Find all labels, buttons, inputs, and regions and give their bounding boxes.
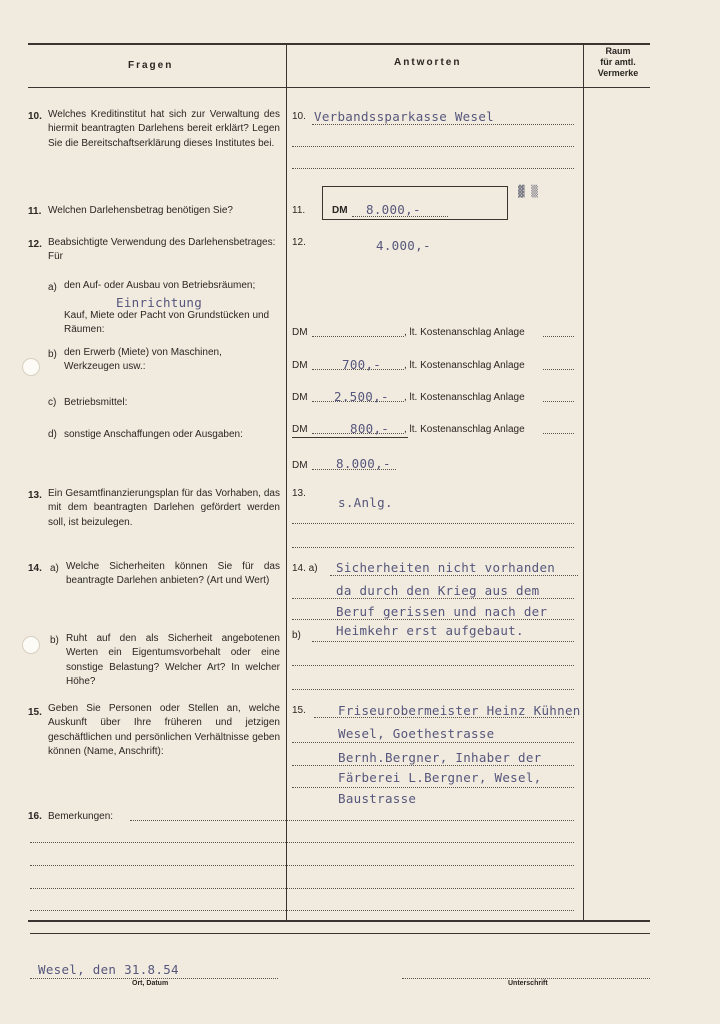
q15-answer-line-5[interactable]: Baustrasse: [338, 791, 417, 806]
q12c-text: Betriebsmittel:: [64, 397, 128, 408]
q10-number: 10.: [28, 111, 42, 122]
q12-answer-number: 12.: [292, 237, 306, 248]
q12-number: 12.: [28, 239, 42, 250]
header-bottom-rule: [28, 87, 650, 88]
q15-answer-number: 15.: [292, 705, 306, 716]
q16-number: 16.: [28, 811, 42, 822]
q10-answer-number: 10.: [292, 111, 306, 122]
punch-hole-top: [22, 358, 40, 376]
q10-answer[interactable]: Verbandssparkasse Wesel: [314, 109, 494, 124]
place-date-value[interactable]: Wesel, den 31.8.54: [38, 962, 179, 977]
q12d-text: sonstige Anschaffungen oder Ausgaben:: [64, 429, 243, 440]
q12a-suffix: , lt. Kostenanschlag Anlage: [404, 327, 525, 338]
q16-remarks-line-5[interactable]: [30, 910, 574, 911]
q11-office-stamp: ▓ ▒: [518, 185, 538, 198]
q10-text: Welches Kreditinstitut hat sich zur Verwaltung des hiermit beantragten Darlehens bereit erklärt? Legen Sie die Bereitschaftserklärung dieses Institutes bei.: [48, 109, 280, 149]
q16-remarks-line-4[interactable]: [30, 888, 574, 889]
q12c-currency: DM: [292, 392, 308, 403]
q12c-label: c): [48, 397, 57, 408]
column-divider-answers: [286, 43, 287, 921]
q12a-text1: den Auf- oder Ausbau von Betriebsräumen;: [64, 280, 256, 291]
q14-number: 14.: [28, 563, 42, 574]
q12d-amount[interactable]: 800,-: [350, 421, 390, 436]
q15-answer-line-2[interactable]: Wesel, Goethestrasse: [338, 726, 495, 741]
q12d-label: d): [48, 429, 57, 440]
q12c-amount[interactable]: 2.500,-: [334, 389, 389, 404]
q14b-answer-number: b): [292, 630, 301, 641]
q13-answer-number: 13.: [292, 488, 306, 499]
q16-remarks-line-2[interactable]: [30, 842, 574, 843]
q12c-suffix: , lt. Kostenanschlag Anlage: [404, 392, 525, 403]
q13-text: Ein Gesamtfinanzierungsplan für das Vorhaben, das mit dem beantragten Darlehen gefördert werden soll, ist beizulegen.: [48, 488, 280, 528]
q11-number: 11.: [28, 206, 42, 217]
q11-currency: DM: [332, 205, 348, 216]
q15-answer-line-4[interactable]: Färberei L.Bergner, Wesel,: [338, 770, 542, 785]
q12a-text2: Kauf, Miete oder Pacht von Grundstücken und Räumen:: [64, 310, 270, 336]
q12-answer[interactable]: 4.000,-: [376, 238, 431, 253]
q12d-suffix: , lt. Kostenanschlag Anlage: [404, 424, 525, 435]
q12b-label: b): [48, 349, 57, 360]
q13-number: 13.: [28, 490, 42, 501]
q11-answer-number: 11.: [292, 205, 306, 216]
place-date-label: Ort, Datum: [132, 980, 169, 987]
q12a-label: a): [48, 282, 57, 293]
q12b-amount[interactable]: 700,-: [342, 357, 382, 372]
q11-answer[interactable]: 8.000,-: [366, 202, 421, 217]
header-top-rule: [28, 43, 650, 45]
q12a-currency: DM: [292, 327, 308, 338]
footer-rule: [30, 933, 650, 934]
q16-remarks-line-1[interactable]: [130, 820, 574, 821]
q14a-text: Welche Sicherheiten können Sie für das beantragte Darlehen anbieten? (Art und Wert): [66, 561, 280, 587]
q12-text: Beabsichtigte Verwendung des Darlehensbetrages: Für: [48, 237, 276, 263]
column-divider-notes: [583, 43, 584, 921]
q14a-answer-number: 14. a): [292, 563, 318, 574]
q15-answer-line-1[interactable]: Friseurobermeister Heinz Kühnen: [338, 703, 581, 718]
punch-hole-bottom: [22, 636, 40, 654]
q15-text: Geben Sie Personen oder Stellen an, welche Auskunft über Ihre früheren und jetzigen geschäftlichen und persönlichen Verhältnisse geben können (Name, Anschrift):: [48, 703, 280, 758]
q12b-text: den Erwerb (Miete) von Maschinen, Werkzeugen usw.:: [64, 347, 222, 373]
header-official-notes: Raum für amtl. Vermerke: [597, 46, 639, 78]
q12-total[interactable]: 8.000,-: [336, 456, 391, 471]
q12-total-currency: DM: [292, 460, 308, 471]
q14b-text: Ruht auf den als Sicherheit angebotenen Werten ein Eigentumsvorbehalt oder eine sonstige Belastung? Welcher Art? In welcher Höhe?: [66, 633, 280, 688]
q16-remarks-line-3[interactable]: [30, 865, 574, 866]
q14a-answer-line-3[interactable]: Beruf gerissen und nach der: [336, 604, 548, 619]
q12b-currency: DM: [292, 360, 308, 371]
header-answers: Antworten: [394, 57, 462, 68]
q14a-answer-line-4[interactable]: Heimkehr erst aufgebaut.: [336, 623, 524, 638]
q14a-answer-line-1[interactable]: Sicherheiten nicht vorhanden: [336, 560, 556, 575]
q14b-label: b): [50, 635, 59, 646]
q13-answer[interactable]: s.Anlg.: [338, 495, 393, 510]
q12b-suffix: , lt. Kostenanschlag Anlage: [404, 360, 525, 371]
signature-label: Unterschrift: [508, 980, 548, 987]
q12a-typed: Einrichtung: [116, 295, 203, 310]
q15-answer-line-3[interactable]: Bernh.Bergner, Inhaber der: [338, 750, 542, 765]
header-questions: Fragen: [128, 60, 174, 71]
q14a-label: a): [50, 563, 59, 574]
q11-text: Welchen Darlehensbetrag benötigen Sie?: [48, 205, 233, 216]
signature-line[interactable]: [402, 978, 650, 979]
q14a-answer-line-2[interactable]: da durch den Krieg aus dem: [336, 583, 540, 598]
q15-number: 15.: [28, 707, 42, 718]
q12d-currency: DM: [292, 424, 308, 435]
table-bottom-rule: [28, 920, 650, 922]
q16-text: Bemerkungen:: [48, 811, 114, 822]
